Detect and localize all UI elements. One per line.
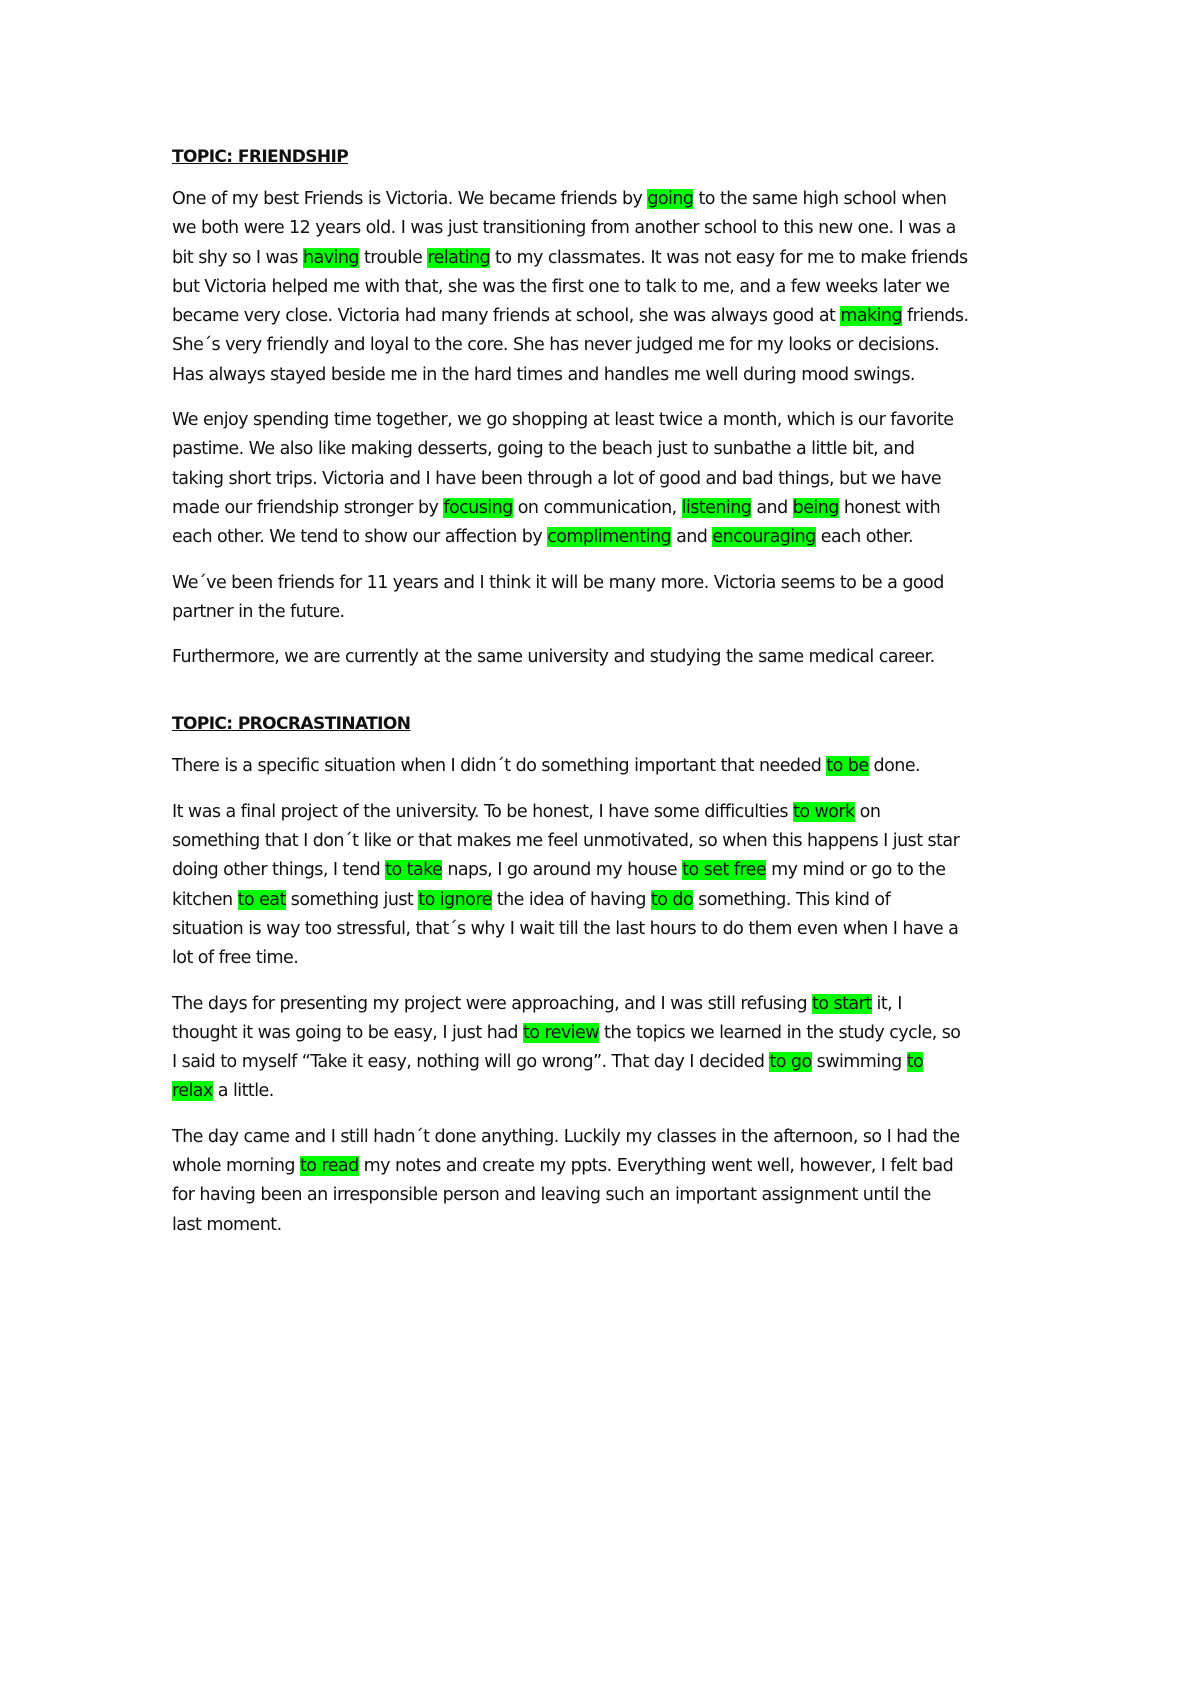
paragraph (172, 990, 1034, 1107)
text-segment: Furthermore, we are currently at the same university and studying the same medical career. (172, 647, 935, 668)
section (172, 710, 1034, 1239)
text-segment: It was a final project of the university. To be honest, I have some difficulties (172, 801, 794, 822)
highlighted-word: complimenting (547, 527, 672, 548)
paragraph (172, 1123, 1034, 1240)
text-segment: honest with (838, 497, 941, 518)
text-segment: we both were 12 years old. I was just transitioning from another school to this new one. I was a (172, 218, 956, 239)
highlighted-word: listening (681, 497, 752, 518)
highlighted-word: to read (299, 1156, 359, 1177)
text-segment: trouble (358, 247, 428, 268)
text-line (172, 827, 1034, 856)
text-segment: situation is way too stressful, that´s why I wait till the last hours to do them even when I have a (172, 918, 959, 939)
text-line (172, 244, 1034, 273)
text-line (172, 273, 1034, 302)
text-line (172, 752, 1034, 781)
highlighted-word: relating (427, 247, 491, 268)
text-segment: on communication, (512, 497, 682, 518)
text-segment: naps, I go around my house (442, 860, 683, 881)
text-segment: There is a specific situation when I didn´t do something important that needed (172, 756, 827, 777)
text-segment: She´s very friendly and loyal to the core. She has never judged me for my looks or decisions. (172, 335, 940, 356)
highlighted-word: to (906, 1052, 924, 1073)
text-line (172, 406, 1034, 435)
highlighted-word: to take (385, 860, 443, 881)
text-segment: the topics we learned in the study cycle, so (599, 1022, 961, 1043)
text-segment: my mind or go to the (766, 860, 946, 881)
highlighted-word: to start (812, 993, 872, 1014)
highlighted-word: to do (650, 889, 694, 910)
text-line (172, 1152, 1034, 1181)
text-line (172, 1077, 1034, 1106)
text-segment: but Victoria helped me with that, she was the first one to talk to me, and a few weeks later we (172, 276, 950, 297)
text-line (172, 465, 1034, 494)
text-segment: to my classmates. It was not easy for me to make friends (490, 247, 968, 268)
text-segment: it, I (871, 993, 902, 1014)
highlighted-word: being (792, 497, 839, 518)
text-segment: taking short trips. Victoria and I have been through a lot of good and bad things, but we have (172, 468, 942, 489)
highlighted-word: to go (769, 1052, 812, 1073)
section (172, 143, 1034, 672)
text-line (172, 915, 1034, 944)
text-line (172, 185, 1034, 214)
text-segment: to the same high school when (693, 189, 947, 209)
text-segment: lot of free time. (172, 948, 299, 969)
highlighted-word: relax (172, 1081, 213, 1102)
text-segment: a little. (212, 1081, 274, 1102)
text-segment: I said to myself “Take it easy, nothing will go wrong”. That day I decided (172, 1052, 770, 1073)
text-segment: doing other things, I tend (172, 860, 386, 881)
text-segment: something that I don´t like or that makes me feel unmotivated, so when this happens I just star (172, 831, 960, 852)
text-segment: made our friendship stronger by (172, 497, 444, 518)
text-line (172, 798, 1034, 827)
text-segment: partner in the future. (172, 601, 345, 622)
text-line (172, 1123, 1034, 1152)
text-line (172, 1211, 1034, 1240)
paragraph (172, 406, 1034, 552)
highlighted-word: to ignore (418, 889, 492, 910)
section-heading: TOPIC: FRIENDSHIP (172, 147, 349, 167)
text-line (172, 1048, 1034, 1077)
text-segment: last moment. (172, 1214, 282, 1235)
highlighted-word: making (840, 306, 903, 327)
text-line (172, 1181, 1034, 1210)
highlighted-word: to eat (237, 889, 286, 910)
text-line (172, 302, 1034, 331)
text-line (172, 331, 1034, 360)
text-segment: and (671, 527, 713, 548)
text-segment: friends. (902, 306, 969, 327)
text-segment: One of my best Friends is Victoria. We became friends by (172, 189, 648, 209)
paragraph (172, 798, 1034, 974)
highlighted-word: focusing (443, 497, 513, 518)
text-segment: the idea of having (491, 889, 651, 910)
text-segment: whole morning (172, 1156, 300, 1177)
text-line (172, 856, 1034, 885)
text-line (172, 1019, 1034, 1048)
text-line (172, 523, 1034, 552)
text-segment: pastime. We also like making desserts, going to the beach just to sunbathe a little bit, and (172, 439, 915, 460)
text-line (172, 944, 1034, 973)
section-heading: TOPIC: PROCRASTINATION (172, 714, 411, 735)
text-segment: done. (868, 756, 921, 777)
text-line (172, 214, 1034, 243)
paragraph (172, 752, 1034, 781)
text-segment: The day came and I still hadn´t done anything. Luckily my classes in the afternoon, so I had the (172, 1126, 960, 1147)
text-line (172, 990, 1034, 1019)
paragraph (172, 569, 1034, 628)
highlighted-word: to set free (682, 860, 767, 881)
highlighted-word: having (303, 247, 359, 268)
text-segment: bit shy so I was (172, 247, 304, 268)
text-segment: and (751, 497, 793, 518)
text-line (172, 361, 1034, 390)
text-segment: thought it was going to be easy, I just had (172, 1022, 523, 1043)
text-segment: became very close. Victoria had many friends at school, she was always good at (172, 306, 841, 327)
paragraph (172, 643, 1034, 672)
text-segment: each other. (815, 527, 914, 548)
highlighted-word: to be (826, 756, 869, 777)
text-line (172, 886, 1034, 915)
text-segment: Has always stayed beside me in the hard times and handles me well during mood swings. (172, 364, 915, 385)
document-body (172, 143, 1034, 1278)
text-segment: something. This kind of (693, 889, 891, 910)
highlighted-word: to work (793, 801, 855, 822)
text-segment: something just (285, 889, 419, 910)
text-line (172, 598, 1034, 627)
text-line (172, 494, 1034, 523)
text-segment: We enjoy spending time together, we go shopping at least twice a month, which is our favorite (172, 410, 954, 431)
text-segment: kitchen (172, 889, 238, 910)
paragraph (172, 185, 1034, 390)
text-segment: each other. We tend to show our affection by (172, 527, 548, 548)
highlighted-word: to review (522, 1022, 600, 1043)
text-segment: We´ve been friends for 11 years and I think it will be many more. Victoria seems to be a good (172, 572, 944, 593)
highlighted-word: encouraging (712, 527, 816, 548)
text-segment: for having been an irresponsible person and leaving such an important assignment until the (172, 1185, 931, 1206)
text-segment: on (854, 801, 881, 822)
text-segment: my notes and create my ppts. Everything went well, however, I felt bad (358, 1156, 954, 1177)
text-line (172, 569, 1034, 598)
text-segment: swimming (811, 1052, 907, 1073)
highlighted-word: going (647, 189, 694, 209)
text-line (172, 435, 1034, 464)
text-line (172, 643, 1034, 672)
text-segment: The days for presenting my project were approaching, and I was still refusing (172, 993, 813, 1014)
